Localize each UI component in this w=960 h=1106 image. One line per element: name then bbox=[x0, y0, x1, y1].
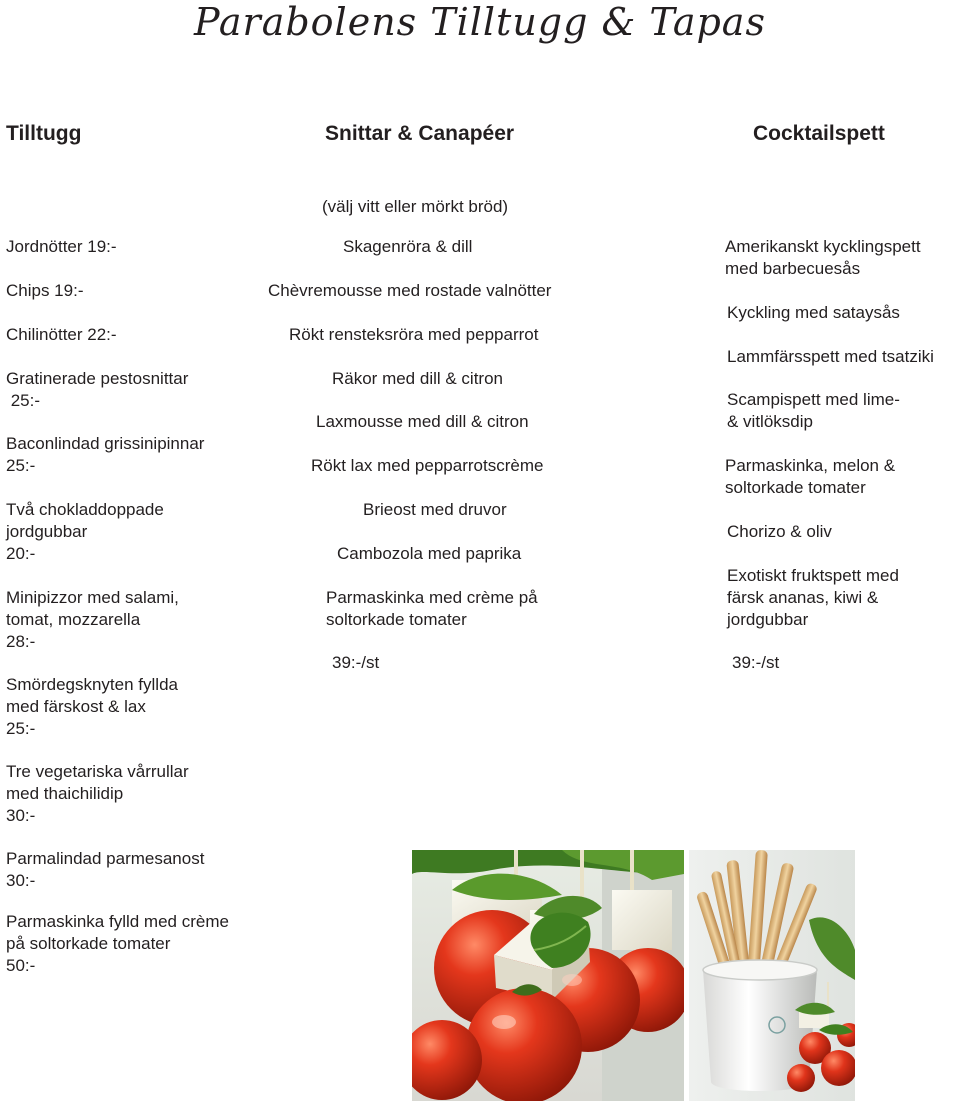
snittar-price: 39:-/st bbox=[332, 653, 380, 672]
tilltugg-item: Smördegsknyten fyllda med färskost & lax 25:- bbox=[6, 675, 178, 738]
cocktail-price: 39:-/st bbox=[732, 653, 780, 672]
grissini-cup-photo bbox=[689, 850, 855, 1101]
tilltugg-item: Tre vegetariska vårrullar med thaichilidip 30:- bbox=[6, 762, 189, 825]
cocktail-item: Chorizo & oliv bbox=[727, 522, 832, 541]
snittar-item: Parmaskinka med crème på soltorkade tomater bbox=[326, 588, 538, 629]
tilltugg-item: Parmaskinka fylld med crème på soltorkade tomater 50:- bbox=[6, 912, 229, 975]
snittar-note: (välj vitt eller mörkt bröd) bbox=[322, 197, 509, 216]
snittar-item: Räkor med dill & citron bbox=[332, 369, 504, 388]
tilltugg-item: Minipizzor med salami, tomat, mozzarella 28:- bbox=[6, 588, 179, 651]
tilltugg-item: Gratinerade pestosnittar 25:- bbox=[6, 369, 189, 410]
header-cocktailspett: Cocktailspett bbox=[753, 122, 885, 145]
menu-title: Parabolens Tilltugg & Tapas bbox=[194, 0, 766, 44]
header-snittar: Snittar & Canapéer bbox=[325, 122, 515, 145]
tilltugg-item: Två chokladdoppade jordgubbar 20:- bbox=[6, 500, 164, 563]
snittar-item: Chèvremousse med rostade valnötter bbox=[268, 281, 552, 300]
tilltugg-item: Chips 19:- bbox=[6, 281, 84, 300]
cocktail-item: Exotiskt fruktspett med färsk ananas, kiwi & jordgubbar bbox=[727, 566, 899, 629]
snittar-item: Laxmousse med dill & citron bbox=[316, 412, 529, 431]
tilltugg-item: Chilinötter 22:- bbox=[6, 325, 117, 344]
cocktail-item: Lammfärsspett med tsatziki bbox=[727, 347, 934, 366]
cocktail-item: Amerikanskt kycklingspett med barbecuesås bbox=[725, 237, 921, 278]
tilltugg-item: Parmalindad parmesanost 30:- bbox=[6, 849, 205, 890]
tilltugg-item: Jordnötter 19:- bbox=[6, 237, 117, 256]
snittar-item: Brieost med druvor bbox=[363, 500, 507, 519]
tilltugg-item: Baconlindad grissinipinnar 25:- bbox=[6, 434, 205, 475]
cocktail-item: Parmaskinka, melon & soltorkade tomater bbox=[725, 456, 896, 497]
snittar-item: Skagenröra & dill bbox=[343, 237, 473, 256]
cocktail-item: Scampispett med lime- & vitlöksdip bbox=[727, 390, 900, 431]
header-tilltugg: Tilltugg bbox=[6, 122, 82, 145]
caprese-skewers-photo bbox=[412, 850, 684, 1101]
snittar-item: Rökt rensteksröra med pepparrot bbox=[289, 325, 539, 344]
snittar-item: Rökt lax med pepparrotscrème bbox=[311, 456, 544, 475]
snittar-item: Cambozola med paprika bbox=[337, 544, 522, 563]
cocktail-item: Kyckling med sataysås bbox=[727, 303, 900, 322]
